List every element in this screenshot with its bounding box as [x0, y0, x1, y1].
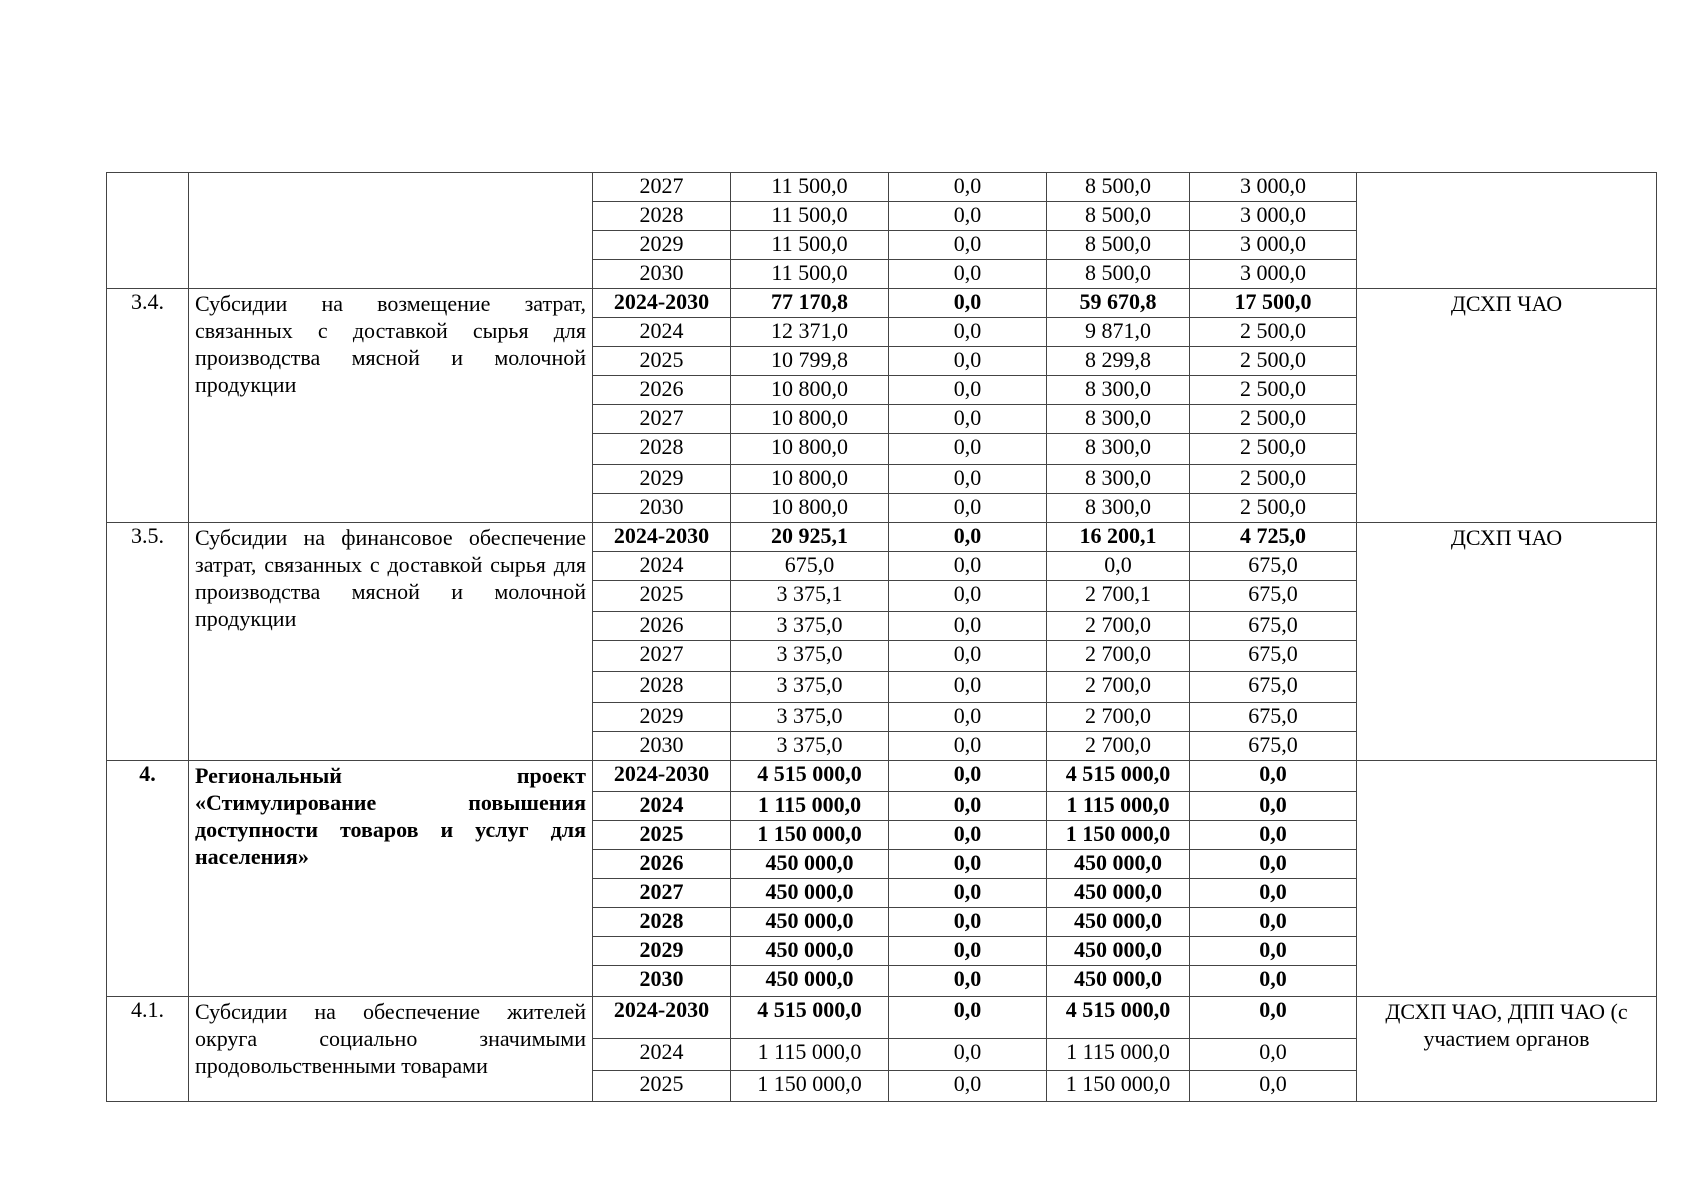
- responsible-executor: ДСХП ЧАО: [1357, 289, 1657, 523]
- year-cell: 2024-2030: [593, 523, 731, 552]
- year-cell: 2029: [593, 465, 731, 494]
- year-cell: 2024: [593, 318, 731, 347]
- year-cell: 2027: [593, 641, 731, 672]
- other-sources-cell: 0,0: [1190, 908, 1357, 937]
- other-sources-cell: 675,0: [1190, 552, 1357, 581]
- total-cell: 11 500,0: [731, 260, 889, 289]
- regional-budget-cell: 1 115 000,0: [1047, 1039, 1190, 1071]
- year-cell: 2024-2030: [593, 761, 731, 792]
- regional-budget-cell: 0,0: [1047, 552, 1190, 581]
- federal-budget-cell: 0,0: [889, 289, 1047, 318]
- regional-budget-cell: 9 871,0: [1047, 318, 1190, 347]
- year-cell: 2026: [593, 850, 731, 879]
- year-cell: 2025: [593, 821, 731, 850]
- year-cell: 2028: [593, 202, 731, 231]
- year-cell: 2025: [593, 1071, 731, 1102]
- budget-table-body: [107, 173, 1657, 1102]
- other-sources-cell: 2 500,0: [1190, 434, 1357, 465]
- item-name-text: Региональный проект «Стимулирование повышения доступности товаров и услуг для населения»: [195, 763, 586, 869]
- table-row: [107, 761, 1657, 792]
- total-cell: 1 115 000,0: [731, 792, 889, 821]
- item-number: 3.5.: [107, 523, 189, 761]
- item-number: 4.: [107, 761, 189, 997]
- year-cell: 2024: [593, 1039, 731, 1071]
- total-cell: 10 800,0: [731, 494, 889, 523]
- year-cell: 2028: [593, 672, 731, 703]
- year-cell: 2030: [593, 732, 731, 761]
- item-name: [189, 289, 593, 523]
- other-sources-cell: 3 000,0: [1190, 173, 1357, 202]
- other-sources-cell: 2 500,0: [1190, 347, 1357, 376]
- item-name-text: Субсидии на финансовое обеспечение затрат, связанных с доставкой сырья для производства мясной и молочной продукции: [195, 525, 586, 631]
- other-sources-cell: 2 500,0: [1190, 376, 1357, 405]
- federal-budget-cell: 0,0: [889, 703, 1047, 732]
- total-cell: 3 375,1: [731, 581, 889, 612]
- responsible-executor: [1357, 173, 1657, 289]
- year-cell: 2027: [593, 405, 731, 434]
- other-sources-cell: 2 500,0: [1190, 465, 1357, 494]
- federal-budget-cell: 0,0: [889, 347, 1047, 376]
- federal-budget-cell: 0,0: [889, 494, 1047, 523]
- regional-budget-cell: 8 500,0: [1047, 173, 1190, 202]
- year-cell: 2029: [593, 937, 731, 966]
- total-cell: 450 000,0: [731, 937, 889, 966]
- federal-budget-cell: 0,0: [889, 672, 1047, 703]
- responsible-executor: ДСХП ЧАО: [1357, 523, 1657, 761]
- federal-budget-cell: 0,0: [889, 202, 1047, 231]
- year-cell: 2024: [593, 552, 731, 581]
- other-sources-cell: 0,0: [1190, 1071, 1357, 1102]
- total-cell: 10 800,0: [731, 376, 889, 405]
- year-cell: 2030: [593, 966, 731, 997]
- federal-budget-cell: 0,0: [889, 405, 1047, 434]
- other-sources-cell: 3 000,0: [1190, 231, 1357, 260]
- year-cell: 2024-2030: [593, 289, 731, 318]
- regional-budget-cell: 8 300,0: [1047, 405, 1190, 434]
- regional-budget-cell: 4 515 000,0: [1047, 997, 1190, 1039]
- federal-budget-cell: 0,0: [889, 937, 1047, 966]
- total-cell: 1 150 000,0: [731, 821, 889, 850]
- other-sources-cell: 675,0: [1190, 732, 1357, 761]
- item-name-text: Субсидии на возмещение затрат, связанных с доставкой сырья для производства мясной и молочной продукции: [195, 291, 586, 397]
- federal-budget-cell: 0,0: [889, 879, 1047, 908]
- total-cell: 11 500,0: [731, 231, 889, 260]
- other-sources-cell: 3 000,0: [1190, 202, 1357, 231]
- federal-budget-cell: 0,0: [889, 1039, 1047, 1071]
- year-cell: 2028: [593, 434, 731, 465]
- other-sources-cell: 0,0: [1190, 761, 1357, 792]
- item-name-text: Субсидии на обеспечение жителей округа социально значимыми продовольственными товарами: [195, 999, 586, 1078]
- federal-budget-cell: 0,0: [889, 581, 1047, 612]
- total-cell: 10 800,0: [731, 434, 889, 465]
- other-sources-cell: 675,0: [1190, 703, 1357, 732]
- federal-budget-cell: 0,0: [889, 173, 1047, 202]
- other-sources-cell: 0,0: [1190, 937, 1357, 966]
- other-sources-cell: 0,0: [1190, 850, 1357, 879]
- federal-budget-cell: 0,0: [889, 850, 1047, 879]
- other-sources-cell: 675,0: [1190, 672, 1357, 703]
- item-number: 3.4.: [107, 289, 189, 523]
- total-cell: 4 515 000,0: [731, 761, 889, 792]
- year-cell: 2027: [593, 879, 731, 908]
- federal-budget-cell: 0,0: [889, 761, 1047, 792]
- federal-budget-cell: 0,0: [889, 641, 1047, 672]
- federal-budget-cell: 0,0: [889, 523, 1047, 552]
- total-cell: 4 515 000,0: [731, 997, 889, 1039]
- regional-budget-cell: 8 299,8: [1047, 347, 1190, 376]
- total-cell: 450 000,0: [731, 966, 889, 997]
- total-cell: 20 925,1: [731, 523, 889, 552]
- item-name: [189, 761, 593, 997]
- total-cell: 3 375,0: [731, 672, 889, 703]
- total-cell: 3 375,0: [731, 641, 889, 672]
- federal-budget-cell: 0,0: [889, 231, 1047, 260]
- federal-budget-cell: 0,0: [889, 732, 1047, 761]
- total-cell: 3 375,0: [731, 612, 889, 641]
- year-cell: 2025: [593, 347, 731, 376]
- year-cell: 2024: [593, 792, 731, 821]
- total-cell: 11 500,0: [731, 202, 889, 231]
- federal-budget-cell: 0,0: [889, 908, 1047, 937]
- regional-budget-cell: 8 500,0: [1047, 231, 1190, 260]
- federal-budget-cell: 0,0: [889, 997, 1047, 1039]
- year-cell: 2026: [593, 376, 731, 405]
- regional-budget-cell: 1 115 000,0: [1047, 792, 1190, 821]
- regional-budget-cell: 8 300,0: [1047, 376, 1190, 405]
- other-sources-cell: 0,0: [1190, 879, 1357, 908]
- other-sources-cell: 2 500,0: [1190, 318, 1357, 347]
- regional-budget-cell: 2 700,0: [1047, 672, 1190, 703]
- year-cell: 2029: [593, 703, 731, 732]
- federal-budget-cell: 0,0: [889, 318, 1047, 347]
- other-sources-cell: 2 500,0: [1190, 405, 1357, 434]
- regional-budget-cell: 2 700,0: [1047, 703, 1190, 732]
- total-cell: 10 800,0: [731, 465, 889, 494]
- regional-budget-cell: 450 000,0: [1047, 937, 1190, 966]
- regional-budget-cell: 450 000,0: [1047, 879, 1190, 908]
- other-sources-cell: 3 000,0: [1190, 260, 1357, 289]
- year-cell: 2030: [593, 494, 731, 523]
- year-cell: 2024-2030: [593, 997, 731, 1039]
- item-name: [189, 997, 593, 1102]
- regional-budget-cell: 8 500,0: [1047, 202, 1190, 231]
- federal-budget-cell: 0,0: [889, 612, 1047, 641]
- item-number: [107, 173, 189, 289]
- federal-budget-cell: 0,0: [889, 465, 1047, 494]
- total-cell: 3 375,0: [731, 732, 889, 761]
- total-cell: 10 800,0: [731, 405, 889, 434]
- regional-budget-cell: 8 300,0: [1047, 434, 1190, 465]
- year-cell: 2026: [593, 612, 731, 641]
- federal-budget-cell: 0,0: [889, 260, 1047, 289]
- other-sources-cell: 0,0: [1190, 821, 1357, 850]
- other-sources-cell: 0,0: [1190, 997, 1357, 1039]
- other-sources-cell: 0,0: [1190, 966, 1357, 997]
- federal-budget-cell: 0,0: [889, 792, 1047, 821]
- table-row: [107, 997, 1657, 1039]
- regional-budget-cell: 1 150 000,0: [1047, 821, 1190, 850]
- item-name: [189, 523, 593, 761]
- total-cell: 11 500,0: [731, 173, 889, 202]
- year-cell: 2029: [593, 231, 731, 260]
- total-cell: 1 115 000,0: [731, 1039, 889, 1071]
- regional-budget-cell: 59 670,8: [1047, 289, 1190, 318]
- regional-budget-cell: 1 150 000,0: [1047, 1071, 1190, 1102]
- regional-budget-cell: 16 200,1: [1047, 523, 1190, 552]
- year-cell: 2030: [593, 260, 731, 289]
- regional-budget-cell: 2 700,0: [1047, 641, 1190, 672]
- budget-table: [106, 172, 1657, 1102]
- total-cell: 675,0: [731, 552, 889, 581]
- year-cell: 2025: [593, 581, 731, 612]
- regional-budget-cell: 8 300,0: [1047, 465, 1190, 494]
- regional-budget-cell: 450 000,0: [1047, 908, 1190, 937]
- year-cell: 2028: [593, 908, 731, 937]
- item-name: [189, 173, 593, 289]
- total-cell: 450 000,0: [731, 850, 889, 879]
- other-sources-cell: 675,0: [1190, 612, 1357, 641]
- table-row: [107, 523, 1657, 552]
- regional-budget-cell: 8 500,0: [1047, 260, 1190, 289]
- federal-budget-cell: 0,0: [889, 434, 1047, 465]
- total-cell: 1 150 000,0: [731, 1071, 889, 1102]
- other-sources-cell: 0,0: [1190, 1039, 1357, 1071]
- total-cell: 12 371,0: [731, 318, 889, 347]
- other-sources-cell: 0,0: [1190, 792, 1357, 821]
- regional-budget-cell: 8 300,0: [1047, 494, 1190, 523]
- regional-budget-cell: 4 515 000,0: [1047, 761, 1190, 792]
- table-row: [107, 173, 1657, 202]
- regional-budget-cell: 2 700,0: [1047, 612, 1190, 641]
- other-sources-cell: 675,0: [1190, 581, 1357, 612]
- year-cell: 2027: [593, 173, 731, 202]
- item-number: 4.1.: [107, 997, 189, 1102]
- other-sources-cell: 4 725,0: [1190, 523, 1357, 552]
- federal-budget-cell: 0,0: [889, 821, 1047, 850]
- table-row: [107, 289, 1657, 318]
- other-sources-cell: 17 500,0: [1190, 289, 1357, 318]
- regional-budget-cell: 450 000,0: [1047, 850, 1190, 879]
- federal-budget-cell: 0,0: [889, 552, 1047, 581]
- total-cell: 10 799,8: [731, 347, 889, 376]
- federal-budget-cell: 0,0: [889, 376, 1047, 405]
- total-cell: 450 000,0: [731, 879, 889, 908]
- total-cell: 77 170,8: [731, 289, 889, 318]
- responsible-executor: ДСХП ЧАО, ДПП ЧАО (с участием органов: [1357, 997, 1657, 1102]
- federal-budget-cell: 0,0: [889, 1071, 1047, 1102]
- regional-budget-cell: 2 700,0: [1047, 732, 1190, 761]
- other-sources-cell: 2 500,0: [1190, 494, 1357, 523]
- regional-budget-cell: 2 700,1: [1047, 581, 1190, 612]
- regional-budget-cell: 450 000,0: [1047, 966, 1190, 997]
- federal-budget-cell: 0,0: [889, 966, 1047, 997]
- total-cell: 450 000,0: [731, 908, 889, 937]
- total-cell: 3 375,0: [731, 703, 889, 732]
- other-sources-cell: 675,0: [1190, 641, 1357, 672]
- responsible-executor: [1357, 761, 1657, 997]
